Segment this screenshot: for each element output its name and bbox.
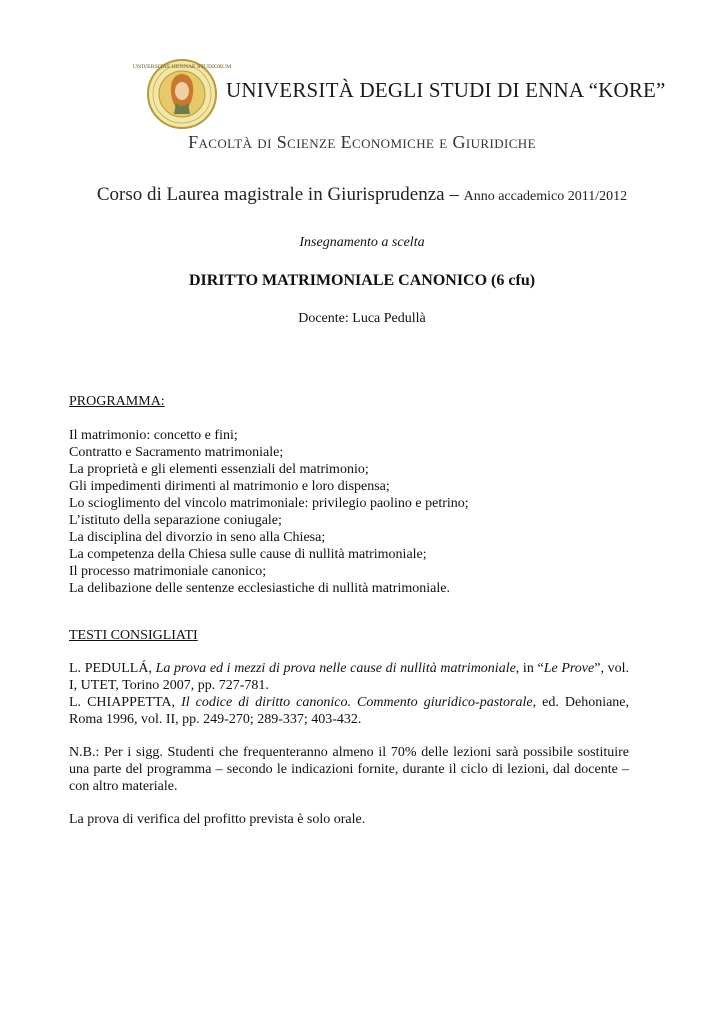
list-item: La delibazione delle sentenze ecclesiastiche di nullità matrimoniale. xyxy=(69,581,450,596)
list-item: Contratto e Sacramento matrimoniale; xyxy=(69,445,284,460)
nb-note: N.B.: Per i sigg. Studenti che frequenteranno almeno il 70% delle lezioni sarà possibile sostituire una parte del programma – secondo le indicazioni fornite, durante il ciclo di lezioni, dal docente – con altro materiale. xyxy=(69,745,629,794)
list-item: La competenza della Chiesa sulle cause di nullità matrimoniale; xyxy=(69,547,427,562)
university-seal-icon xyxy=(132,58,232,130)
ref2-rest: , ed. Dehoniane, Roma 1996, vol. II, pp. 249-270; 289-337; 403-432. xyxy=(69,695,630,727)
list-item: L’istituto della separazione coniugale; xyxy=(69,513,282,528)
programma-list xyxy=(69,427,629,597)
ref1-title: La prova ed i mezzi di prova nelle cause di nullità matrimoniale xyxy=(155,661,516,676)
ref1-author: L. PEDULLÁ, xyxy=(69,661,156,676)
ref1-mid: , in “ xyxy=(515,661,544,676)
course-title: DIRITTO MATRIMONIALE CANONICO (6 cfu) xyxy=(188,272,536,289)
course-name: Corso di Laurea magistrale in Giurisprudenza – xyxy=(96,184,464,205)
references xyxy=(69,660,629,728)
list-item: Il matrimonio: concetto e fini; xyxy=(69,428,238,443)
university-name: UNIVERSITÀ DEGLI STUDI DI ENNA “KORE” xyxy=(226,78,666,102)
list-item: La disciplina del divorzio in seno alla Chiesa; xyxy=(69,530,326,545)
teacher: Docente: Luca Pedullà xyxy=(298,311,426,326)
list-item: Il processo matrimoniale canonico; xyxy=(69,564,267,579)
testi-heading: TESTI CONSIGLIATI xyxy=(69,628,198,643)
ref2-title: Il codice di diritto canonico. Commento giuridico-pastorale xyxy=(181,695,533,710)
letterhead xyxy=(132,58,666,120)
exam-note: La prova di verifica del profitto prevista è solo orale. xyxy=(69,812,366,827)
seal-text: UNIVERSITAS HENNAE STUDIORUM xyxy=(132,64,232,70)
list-item: Gli impedimenti dirimenti al matrimonio e loro dispensa; xyxy=(69,479,390,494)
programma-heading: PROGRAMMA: xyxy=(69,394,165,409)
ref2-author: L. CHIAPPETTA, xyxy=(69,695,182,710)
faculty-name: Facoltà di Scienze Economiche e Giuridiche xyxy=(188,132,536,152)
ref1-rest: ”, vol. I, UTET, Torino 2007, pp. 727-781. xyxy=(69,661,629,693)
list-item: La proprietà e gli elementi essenziali del matrimonio; xyxy=(69,462,369,477)
course-line xyxy=(0,184,724,206)
list-item: Lo scioglimento del vincolo matrimoniale: privilegio paolino e petrino; xyxy=(69,496,469,511)
course-type: Insegnamento a scelta xyxy=(299,235,425,250)
reference-1 xyxy=(69,660,629,694)
ref1-journal: Le Prove xyxy=(543,661,595,676)
reference-2 xyxy=(69,694,629,728)
academic-year: Anno accademico 2011/2012 xyxy=(463,189,628,204)
